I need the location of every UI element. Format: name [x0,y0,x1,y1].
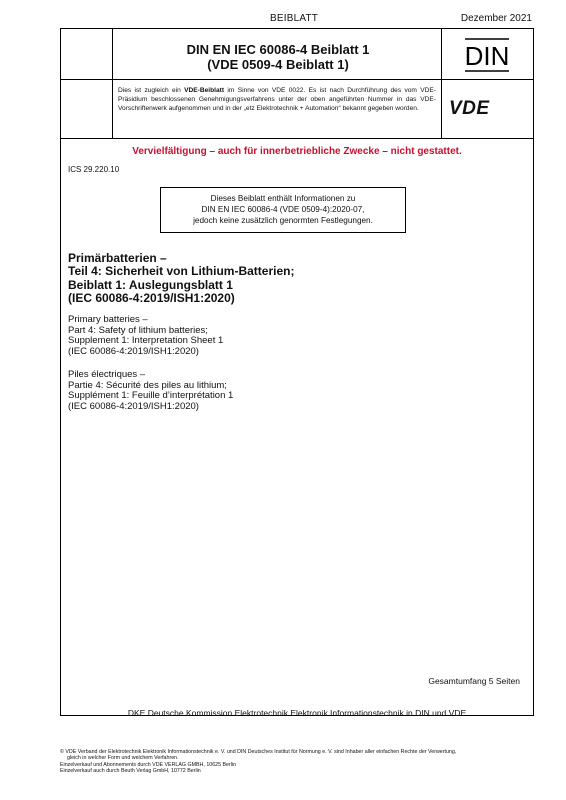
info-line: DIN EN IEC 60086-4 (VDE 0509-4):2020-07, [201,205,365,214]
vde-logo: VDE [449,98,490,119]
info-line: jedoch keine zusätzlich genormten Festlegungen. [193,216,373,225]
info-box [160,187,406,233]
info-line: Dieses Beiblatt enthält Informationen zu [210,194,356,203]
total-pages: Gesamtumfang 5 Seiten [428,676,520,686]
title-german: Primärbatterien – Teil 4: Sicherheit von Lithium-Batterien; Beiblatt 1: Auslegungsblatt 1 (IEC 60086-4:2019/ISH1:2020) [68,251,295,306]
din-logo [463,38,511,72]
logo-column-rule [441,28,442,138]
title-french: Piles électriques – Partie 4: Sécurité des piles au lithium; Supplément 1: Feuille d’interprétation 1 (IEC 60086-4:2019/ISH1:2020) [68,369,234,412]
ics-code: ICS 29.220.10 [68,165,120,174]
document-type-label: BEIBLATT [270,13,319,24]
copy-restriction-warning: Vervielfältigung – auch für innerbetriebliche Zwecke – nicht gestattet. [132,146,462,157]
din-logo-text: DIN [464,41,510,71]
publication-date: Dezember 2021 [460,13,532,24]
dke-committee: DKE Deutsche Kommission Elektrotechnik Elektronik Informationstechnik in DIN und VDE [127,708,467,718]
copyright-footer: © VDE Verband der Elektrotechnik Elektronik Informationstechnik e. V. und DIN Deutsches Institut für Normung e. V. sind Inhaber aller einfachen Rechte der Verwertung, gleich in welcher Form und welchem Verfahren. Einzelverkauf und Abonnements durch VDE VERLAG GMBH, 10625 Berlin Einzelverkauf auch durch Beuth Verlag GmbH, 10772 Berlin [60,749,457,775]
left-column-rule [112,28,113,138]
standard-number: DIN EN IEC 60086-4 Beiblatt 1 [186,42,370,57]
header-bottom-rule [60,138,534,139]
header-divider [60,79,534,80]
title-english: Primary batteries – Part 4: Safety of lithium batteries; Supplement 1: Interpretation Sheet 1 (IEC 60086-4:2019/ISH1:2020) [68,314,224,357]
vde-approval-note: Dies ist zugleich ein VDE-Beiblatt im Sinne von VDE 0022. Es ist nach Durchführung des vom VDE-Präsidium beschlossenen Genehmigungsverfahrens unter der oben angeführten Nummer in das VDE-Vorschriftenwerk aufgenommen und in der „etz Elektrotechnik + Automation“ bekannt gegeben worden. [118,87,436,112]
vde-number: (VDE 0509-4 Beiblatt 1) [207,57,349,72]
